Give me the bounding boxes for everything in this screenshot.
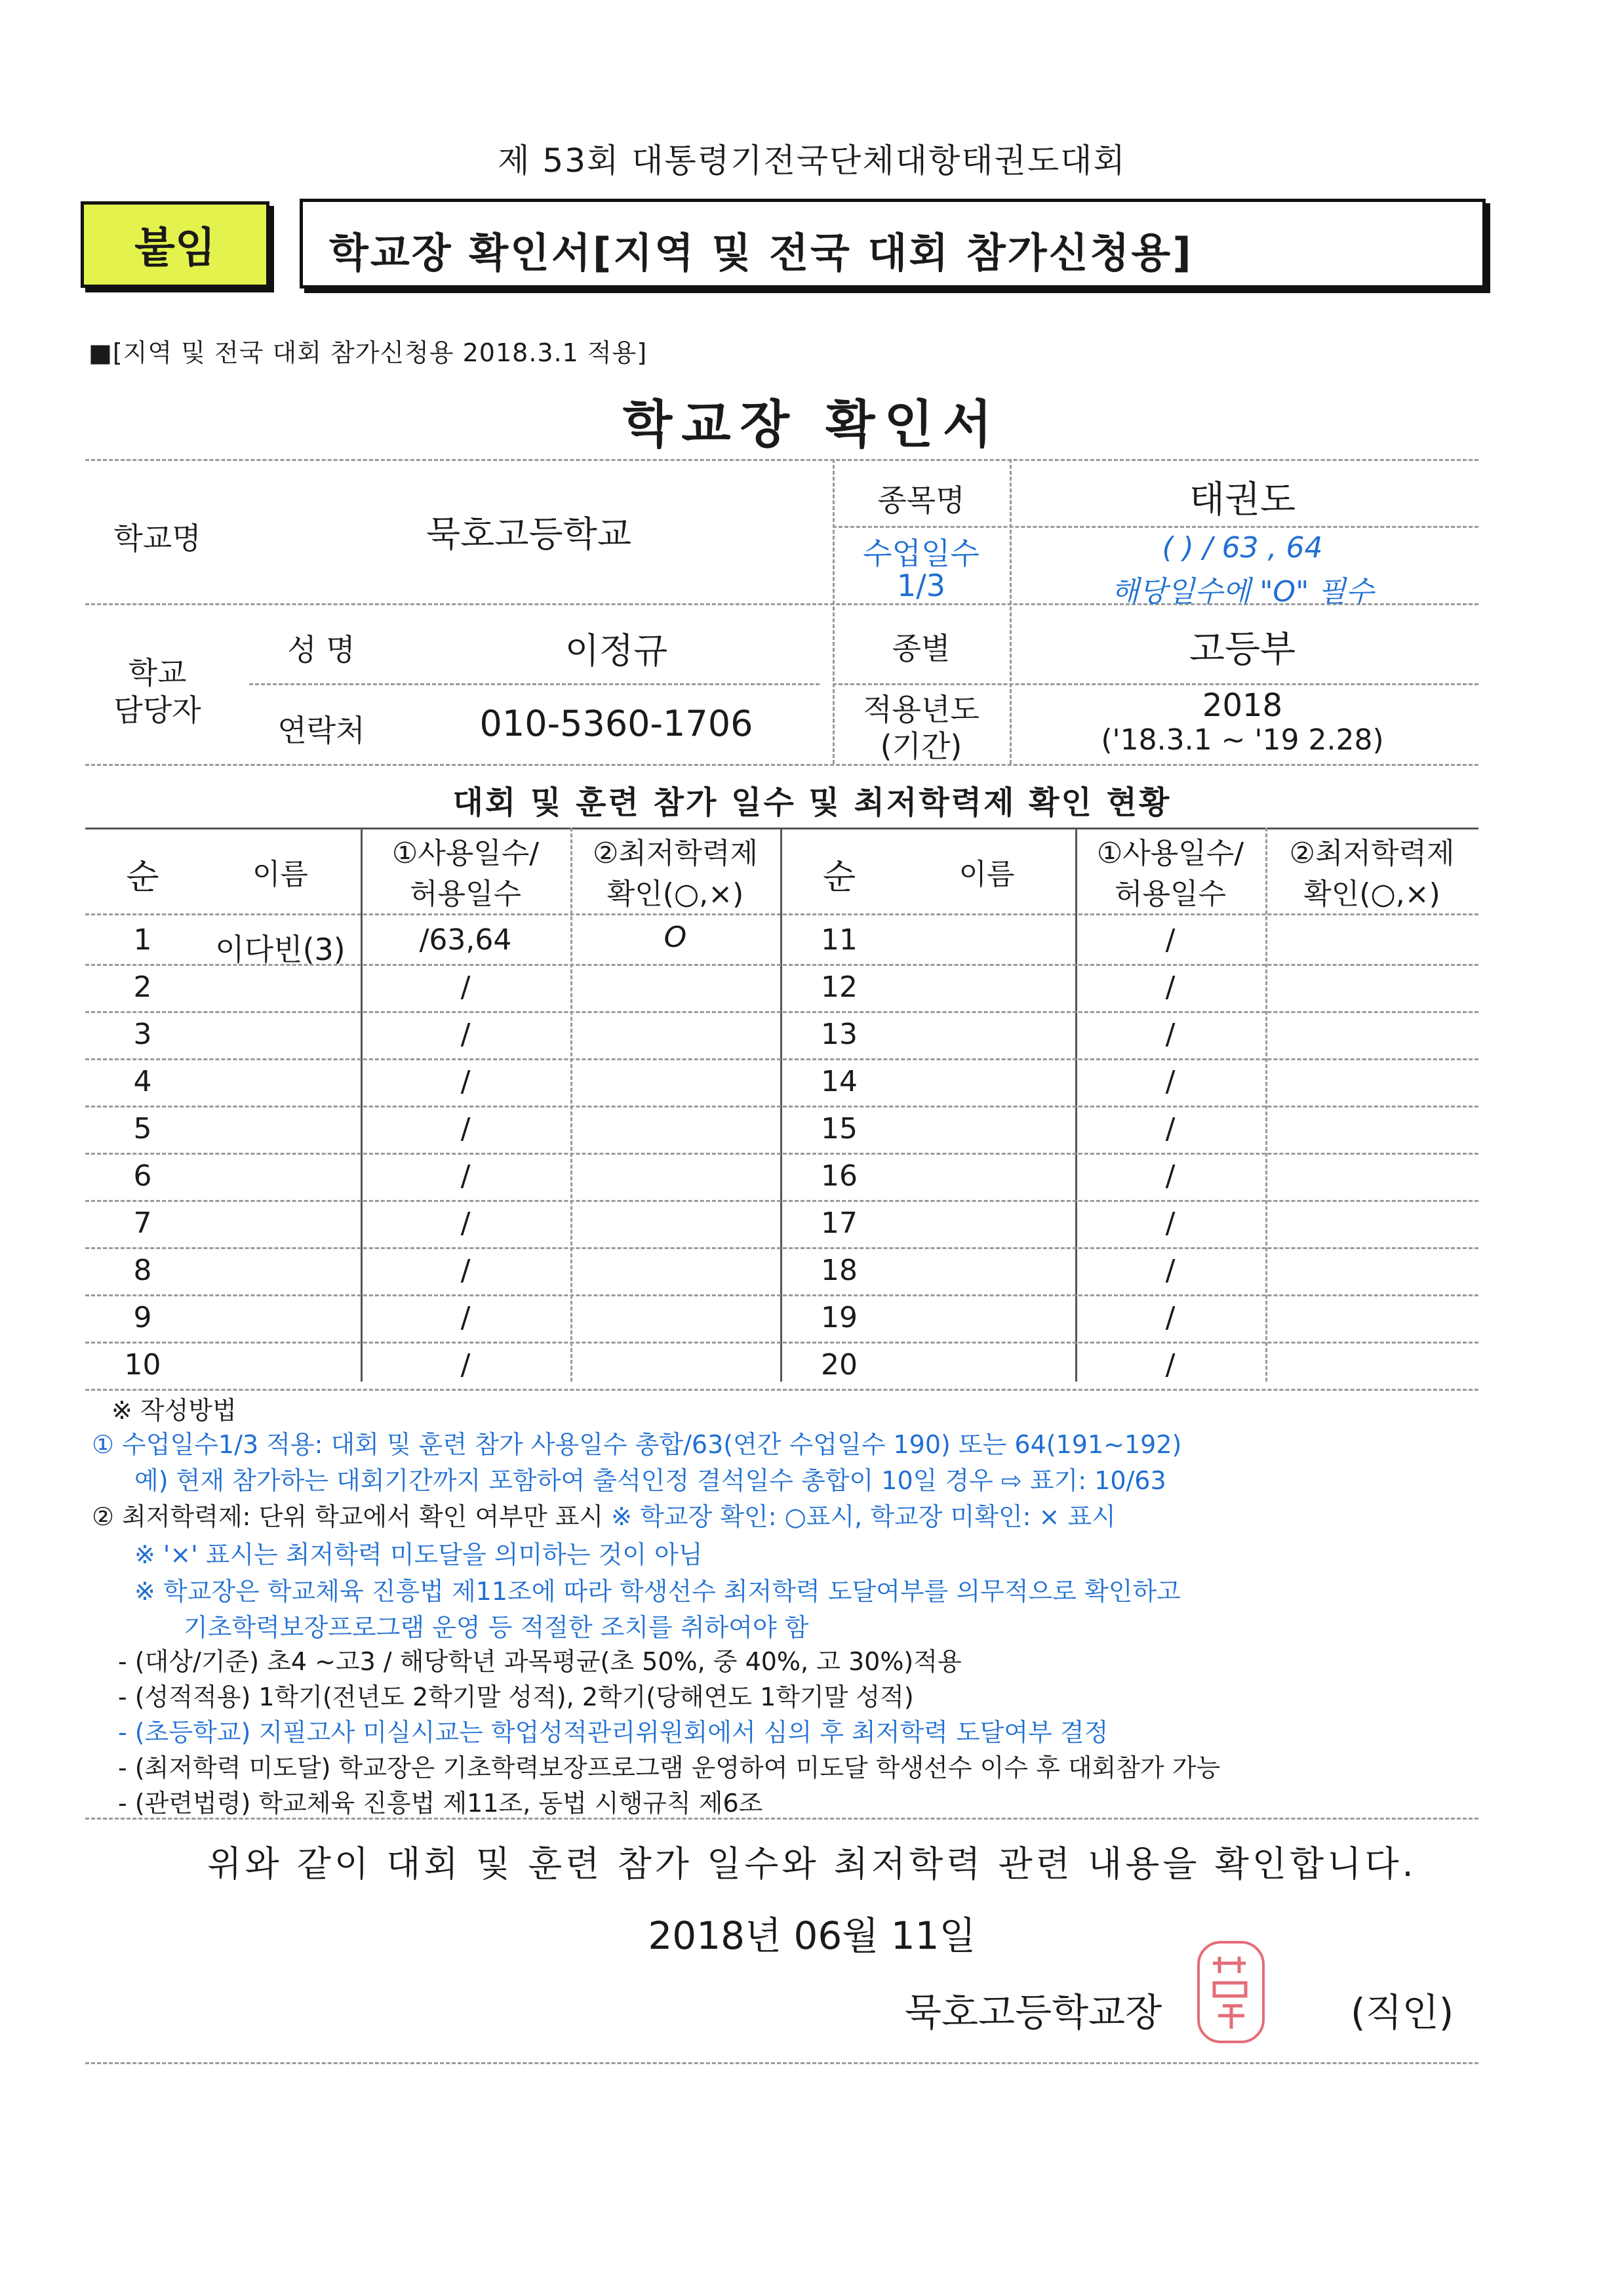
detail-3: - (초등학교) 지필고사 미실시교는 학업성적관리위원회에서 심의 후 최저학력 도달여부 결정 <box>118 1718 1109 1747</box>
days-used: / <box>1165 1301 1176 1334</box>
row-number: 14 <box>821 1065 858 1098</box>
official-seal <box>1197 1941 1265 2043</box>
row-number: 6 <box>133 1159 152 1193</box>
row-number: 17 <box>821 1207 858 1240</box>
divider <box>249 683 820 685</box>
col-header-days: ①사용일수/ <box>1096 837 1244 870</box>
row-number: 3 <box>133 1018 152 1051</box>
staff-label-2: 담당자 <box>113 692 201 728</box>
table-row <box>85 1011 1478 1013</box>
table-row <box>85 1247 1478 1249</box>
notes-heading: ※ 작성방법 <box>111 1396 237 1425</box>
table-title: 대회 및 훈련 참가 일수 및 최저학력제 확인 현황 <box>452 784 1172 821</box>
row-number: 8 <box>133 1254 152 1287</box>
year-period: ('18.3.1 ~ '19 2.28) <box>1101 723 1384 757</box>
row-number: 18 <box>821 1254 858 1287</box>
note-1: ① 수업일수1/3 적용: 대회 및 훈련 참가 사용일수 총합/63(연간 수업일수 190) 또는 64(191~192) <box>92 1430 1182 1459</box>
days-used: / <box>460 1254 471 1287</box>
table-row <box>85 1294 1478 1296</box>
divider <box>85 764 1478 766</box>
year-label-2: (기간) <box>880 728 962 764</box>
days-used: / <box>1165 970 1176 1004</box>
table-row <box>85 1342 1478 1344</box>
class-days-label: 수업일수 <box>863 536 980 571</box>
col-header-name: 이름 <box>959 858 1015 891</box>
days-used: / <box>1165 923 1176 957</box>
attachment-badge <box>81 201 269 288</box>
note-4: ※ 학교장은 학교체육 진흥법 제11조에 따라 학생선수 최저학력 도달여부를 의무적으로 확인하고 <box>134 1577 1181 1606</box>
event-title: 제 53회 대통령기전국단체대항태권도대회 <box>498 142 1126 180</box>
year-value: 2018 <box>1202 687 1283 724</box>
days-used: / <box>1165 1159 1176 1193</box>
class-days-note: 해당일수에 "O" 필수 <box>1111 575 1374 609</box>
document-heading: 학교장 확인서[지역 및 전국 대회 참가신청용] <box>329 229 1193 277</box>
detail-1: - (대상/기준) 초4 ~고3 / 해당학년 과목평균(초 50%, 중 40%, 고 30%)적용 <box>118 1647 962 1676</box>
school-label: 학교명 <box>113 521 201 556</box>
row-number: 19 <box>821 1301 858 1334</box>
row-number: 7 <box>133 1207 152 1240</box>
contact-label: 연락처 <box>277 713 365 748</box>
sport-label: 종목명 <box>877 483 965 518</box>
days-used: / <box>460 1348 471 1382</box>
col-header-name: 이름 <box>252 858 308 891</box>
divider <box>1010 459 1012 764</box>
division-value: 고등부 <box>1189 628 1296 671</box>
staff-label: 학교 <box>128 655 187 690</box>
table-row <box>85 1389 1478 1391</box>
divider <box>833 683 1478 685</box>
confirm-text: 위와 같이 대회 및 훈련 참가 일수와 최저학력 관련 내용을 확인합니다. <box>207 1843 1417 1885</box>
row-number: 5 <box>133 1112 152 1146</box>
name-label: 성 명 <box>287 632 355 668</box>
col-header-no: 순 <box>822 858 856 897</box>
row-number: 4 <box>133 1065 152 1098</box>
days-used: / <box>460 1112 471 1146</box>
divider <box>85 2062 1478 2064</box>
note-1-example: 예) 현재 참가하는 대회기간까지 포함하여 출석인정 결석일수 총합이 10일 경우 ⇨ 표기: 10/63 <box>134 1466 1166 1495</box>
note-3: ※ '×' 표시는 최저학력 미도달을 의미하는 것이 아님 <box>134 1540 703 1569</box>
days-used: / <box>460 1207 471 1240</box>
days-used: / <box>460 1018 471 1051</box>
col-header-days-2: 허용일수 <box>1114 877 1226 911</box>
days-used: / <box>1165 1018 1176 1051</box>
column-divider <box>780 828 782 1382</box>
detail-4: - (최저학력 미도달) 학교장은 기초학력보장프로그램 운영하여 미도달 학생선수 이수 후 대회참가 가능 <box>118 1753 1221 1782</box>
class-days-ratio: 1/3 <box>896 568 946 603</box>
days-used: /63,64 <box>419 923 512 957</box>
document-heading-box <box>300 199 1486 289</box>
days-used: / <box>460 1159 471 1193</box>
principal-name: 묵호고등학교장 <box>905 1990 1162 2035</box>
row-number: 9 <box>133 1301 152 1334</box>
attachment-label: 붙임 <box>134 224 216 273</box>
divider <box>833 526 1478 528</box>
contact-value: 010-5360-1706 <box>479 703 753 744</box>
row-number: 12 <box>821 970 858 1004</box>
col-header-days: ①사용일수/ <box>391 837 540 870</box>
row-number: 13 <box>821 1018 858 1051</box>
col-header-min-2: 확인(○,×) <box>1303 877 1440 911</box>
table-row <box>85 1153 1478 1155</box>
note-2 <box>92 1496 1116 1532</box>
divider <box>85 459 1478 461</box>
days-used: / <box>1165 1207 1176 1240</box>
days-used: / <box>1165 1112 1176 1146</box>
days-used: / <box>460 1065 471 1098</box>
detail-2: - (성적적용) 1학기(전년도 2학기말 성적), 2학기(당해연도 1학기말 성적) <box>118 1683 914 1711</box>
row-number: 2 <box>133 970 152 1004</box>
min-academic-check: O <box>663 921 687 954</box>
col-header-days-2: 허용일수 <box>409 877 521 911</box>
row-number: 20 <box>821 1348 858 1382</box>
days-used: / <box>460 1301 471 1334</box>
divider <box>833 459 835 764</box>
row-number: 1 <box>133 923 152 957</box>
col-header-min-2: 확인(○,×) <box>606 877 744 911</box>
col-header-min: ②최저학력제 <box>593 837 758 870</box>
detail-5: - (관련법령) 학교체육 진흥법 제11조, 동법 시행규칙 제6조 <box>118 1789 763 1818</box>
school-name: 묵호고등학교 <box>426 513 631 555</box>
athlete-name: 이다빈(3) <box>215 932 346 967</box>
divider <box>85 1818 1478 1820</box>
staff-name: 이정규 <box>564 630 668 671</box>
days-used: / <box>1165 1348 1176 1382</box>
row-number: 10 <box>124 1348 161 1382</box>
note-2-marking: ※ 학교장 확인: ○표시, 학교장 미확인: × 표시 <box>603 1502 1116 1531</box>
days-used: / <box>460 970 471 1004</box>
table-row <box>85 1106 1478 1108</box>
table-row <box>85 1200 1478 1202</box>
row-number: 15 <box>821 1112 858 1146</box>
row-number: 16 <box>821 1159 858 1193</box>
col-header-min: ②최저학력제 <box>1289 837 1455 870</box>
note-4-cont: 기초학력보장프로그램 운영 등 적절한 조치를 취하여야 함 <box>184 1613 809 1642</box>
days-used: / <box>1165 1065 1176 1098</box>
sport-value: 태권도 <box>1189 479 1296 521</box>
main-title: 학교장 확인서 <box>622 395 1002 454</box>
seal-label: (직인) <box>1351 1990 1454 2035</box>
division-label: 종별 <box>892 631 951 666</box>
year-label: 적용년도 <box>863 692 980 727</box>
issue-date: 2018년 06월 11일 <box>648 1913 976 1958</box>
col-header-no: 순 <box>126 858 159 897</box>
seal-icon <box>1200 1944 1262 2041</box>
class-days-value: ( ) / 63 , 64 <box>1162 531 1323 565</box>
row-number: 11 <box>821 923 858 957</box>
apply-note: ■[지역 및 전국 대회 참가신청용 2018.3.1 적용] <box>89 338 648 367</box>
days-used: / <box>1165 1254 1176 1287</box>
table-row <box>85 1058 1478 1060</box>
note-2-text: ② 최저학력제: 단위 학교에서 확인 여부만 표시 <box>92 1502 604 1531</box>
